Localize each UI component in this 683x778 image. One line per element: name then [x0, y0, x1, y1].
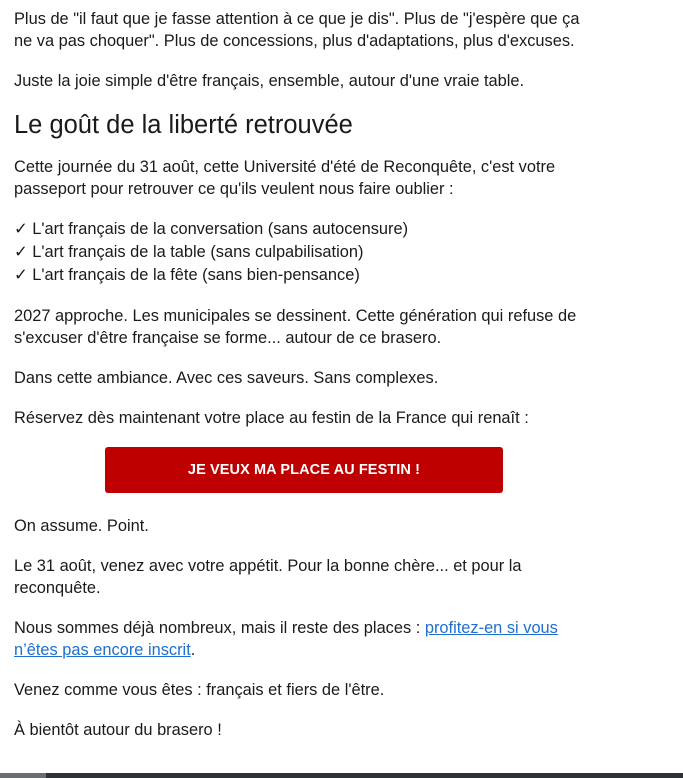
checklist: [14, 218, 589, 287]
places-left-text: Nous sommes déjà nombreux, mais il reste des places :: [14, 619, 425, 637]
register-link[interactable]: profitez-en si vous n’êtes pas encore inscrit: [14, 619, 558, 659]
checklist-item-table: ✓ L'art français de la table (sans culpabilisation): [14, 243, 364, 261]
paragraph-come-as-you-are: Venez comme vous êtes : français et fiers de l'être.: [14, 681, 385, 699]
paragraph-ambiance: Dans cette ambiance. Avec ces saveurs. Sans complexes.: [14, 369, 439, 387]
cta-container: [14, 447, 589, 493]
paragraph-reserve: Réservez dès maintenant votre place au festin de la France qui renaît :: [14, 409, 529, 427]
checklist-item-party: ✓ L'art français de la fête (sans bien-pensance): [14, 266, 360, 284]
section-heading: Le goût de la liberté retrouvée: [14, 111, 353, 139]
paragraph-no-more-excuses: Plus de "il faut que je fasse attention à ce que je dis". Plus de "j'espère que ça ne va pas choquer". Plus de concessions, plus d'adaptations, plus d'excuses.: [14, 10, 580, 50]
scrollbar-thumb[interactable]: [0, 773, 46, 778]
paragraph-simple-joy: Juste la joie simple d'être français, ensemble, autour d'une vraie table.: [14, 72, 525, 90]
paragraph-places-left: [14, 617, 589, 661]
bottom-scrollbar[interactable]: [0, 773, 683, 778]
paragraph-2027: 2027 approche. Les municipales se dessinent. Cette génération qui refuse de s'excuser d'être française se forme... autour de ce brasero.: [14, 307, 577, 347]
paragraph-assume: On assume. Point.: [14, 517, 149, 535]
reserve-place-button[interactable]: JE VEUX MA PLACE AU FESTIN !: [105, 447, 503, 493]
paragraph-event-intro: Cette journée du 31 août, cette Université d'été de Reconquête, c'est votre passeport pour retrouver ce qu'ils veulent nous faire oublier :: [14, 158, 556, 198]
paragraph-see-you-soon: À bientôt autour du brasero !: [14, 721, 222, 739]
checklist-item-conversation: ✓ L'art français de la conversation (sans autocensure): [14, 220, 409, 238]
email-body: [14, 8, 589, 759]
paragraph-appetite: Le 31 août, venez avec votre appétit. Pour la bonne chère... et pour la reconquête.: [14, 557, 522, 597]
places-left-period: .: [190, 641, 196, 659]
